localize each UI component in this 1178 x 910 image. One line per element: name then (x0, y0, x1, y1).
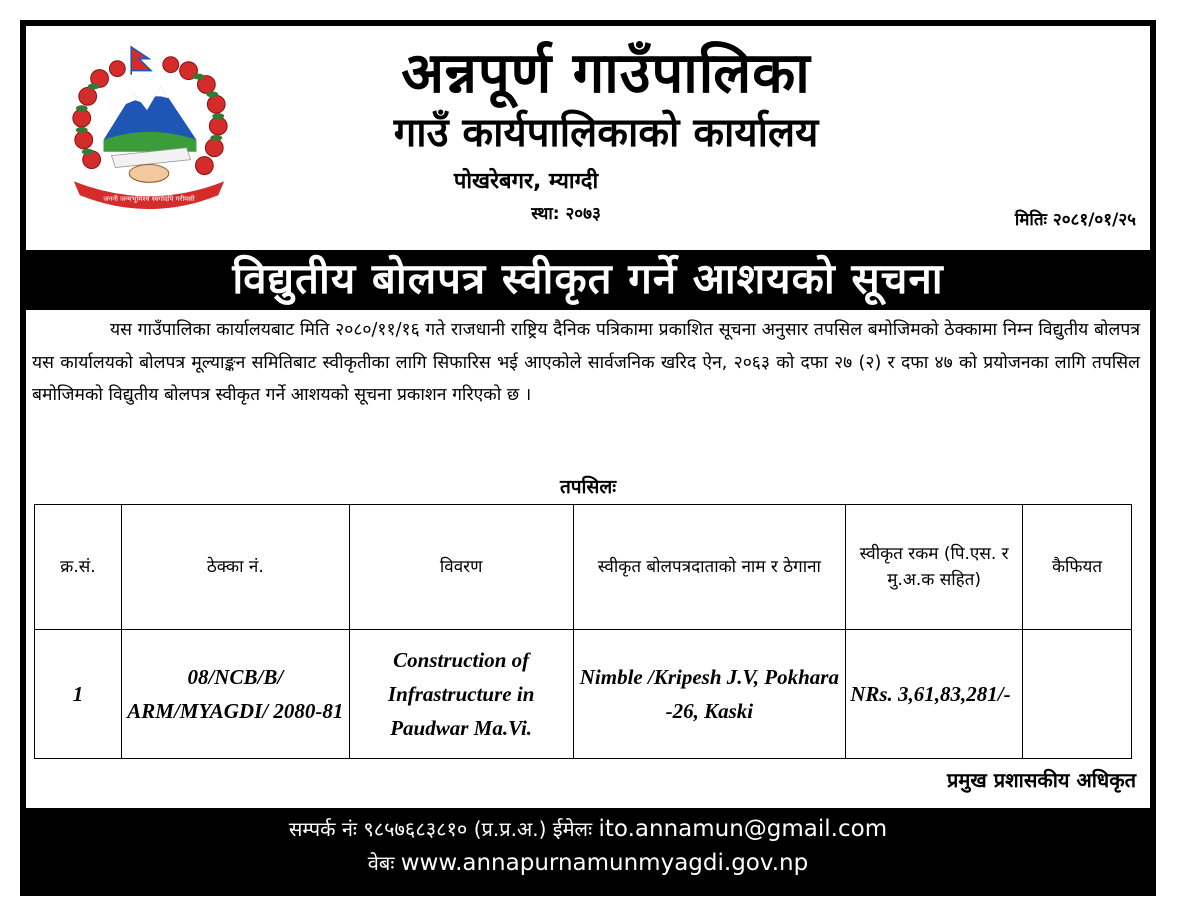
table-row (35, 630, 1132, 759)
footer-web-row (20, 846, 1156, 880)
notice-paragraph: यस गाउँपालिका कार्यालयबाट मिति २०८०/११/१६ गते राजधानी राष्ट्रिय दैनिक पत्रिकामा प्रकाशित सूचना अनुसार तपसिल बमोजिमको ठेक्कामा निम्न विद्युतीय बोलपत्र यस कार्यालयको बोलपत्र मूल्याङ्कन समितिबाट स्वीकृतीका लागि सिफारिस भई आएकोले सार्वजनिक खरिद ऐन, २०६३ को दफा २७ (२) र दफा ४७ को प्रयोजनका लागि तपसिल बमोजिमको विद्युतीय बोलपत्र स्वीकृत गर्ने आशयको सूचना प्रकाशन गरिएको छ । (32, 320, 1140, 405)
web-label: वेबः (367, 851, 395, 875)
header-description: विवरण (349, 505, 573, 630)
header-amount: स्वीकृत रकम (पि.एस. र मु.अ.क सहित) (846, 505, 1023, 630)
footer-contact-row (20, 812, 1156, 846)
notice-heading: विद्युतीय बोलपत्र स्वीकृत गर्ने आशयको सूचना (26, 250, 1150, 310)
cell-serial: 1 (35, 630, 122, 759)
cell-amount: NRs. 3,61,83,281/- (846, 630, 1023, 759)
bid-table (34, 504, 1132, 759)
notice-frame (20, 20, 1156, 896)
office-name: गाउँ कार्यपालिकाको कार्यालय (393, 110, 819, 156)
cell-remarks (1023, 630, 1132, 759)
notice-page (26, 26, 1150, 808)
signatory-title: प्रमुख प्रशासकीय अधिकृत (947, 768, 1136, 792)
nepal-emblem-icon (60, 40, 238, 212)
header-bidder: स्वीकृत बोलपत्रदाताको नाम र ठेगाना (573, 505, 846, 630)
header-contract-no: ठेक्का नं. (121, 505, 349, 630)
list-title: तपसिलः (559, 476, 617, 498)
notice-date: मितिः २०८१/०१/२५ (1014, 210, 1136, 230)
notice-body (32, 314, 1140, 412)
website-link[interactable]: www.annapurnamunmyagdi.gov.np (400, 850, 809, 876)
office-address: पोखरेबगर, म्याग्दी (453, 169, 599, 194)
emblem-motto: जननी जन्मभूमिश्च स्वर्गादपि गरीयसी (103, 195, 195, 204)
header-serial: क्र.सं. (35, 505, 122, 630)
cell-bidder: Nimble /Kripesh J.V, Pokhara -26, Kaski (573, 630, 846, 759)
footer (20, 812, 1156, 880)
header-remarks: कैफियत (1023, 505, 1132, 630)
cell-contract-no: 08/NCB/B/ ARM/MYAGDI/ 2080-81 (121, 630, 349, 759)
email-link[interactable]: ito.annamun@gmail.com (598, 816, 888, 842)
established-year: स्था: २०७३ (531, 204, 601, 224)
table-header-row (35, 505, 1132, 630)
municipality-name: अन्नपूर्ण गाउँपालिका (401, 41, 811, 106)
cell-description: Construction of Infrastructure in Paudwar Ma.Vi. (349, 630, 573, 759)
contact-label: सम्पर्क नंः ९८५७६८३८१० (प्र.प्र.अ.) ईमेलः (288, 817, 593, 841)
